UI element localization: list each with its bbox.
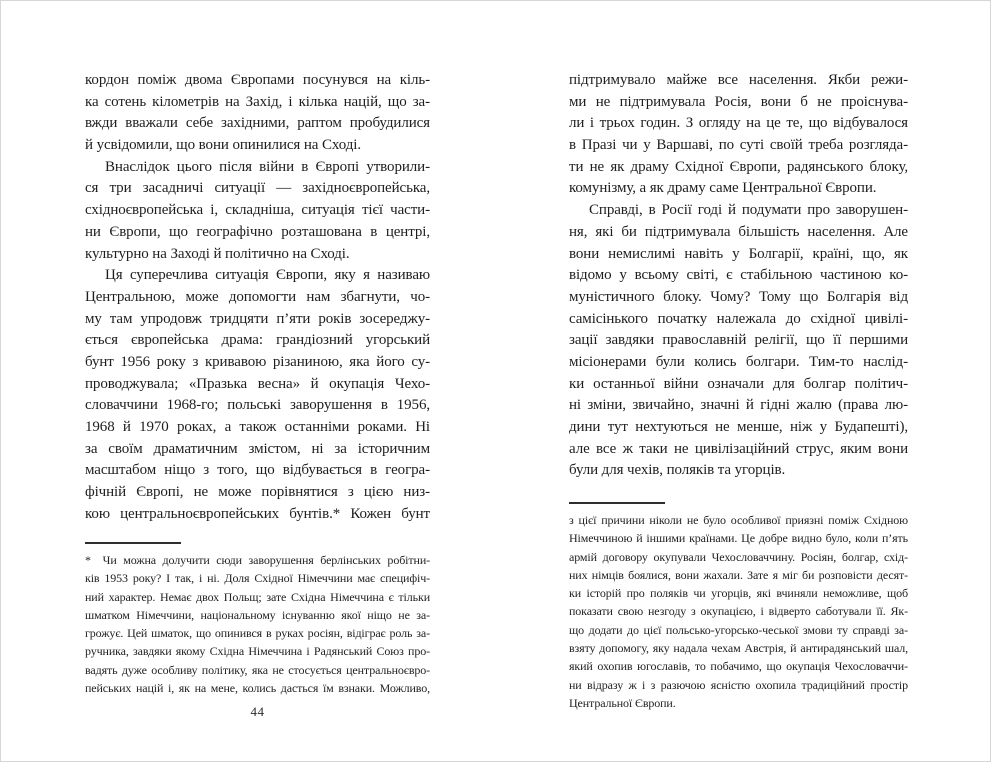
text-line: але все ж таки не цивілізаційний струс, яким вони	[569, 440, 908, 457]
text-line: муністичного блоку. Чому? Тому що Болгарія від	[569, 288, 908, 305]
paragraph	[85, 157, 430, 265]
text-line: проводжувала; «Празька весна» й окупація Чехо-	[85, 375, 430, 392]
paragraph	[569, 200, 908, 482]
paragraph	[85, 265, 430, 525]
text-line: кою центральноєвропейських бунтів.* Кожен бунт	[85, 505, 430, 522]
text-line: ні зміни, звичайно, значні й гідні жалю (права лю-	[569, 397, 908, 414]
text-line: кордон поміж двома Європами посунувся на кіль-	[85, 72, 430, 88]
text-line: ється європейська драма: грандіозний угорський	[85, 332, 430, 349]
text-line: що додати до цієї польсько-угорсько-чеської змови ту справді за-	[569, 622, 908, 637]
text-line: в Празі чи у Варшаві, по суті своїй треба розгляда-	[569, 137, 908, 154]
text-line: ти не як драму Східної Європи, радянського блоку,	[569, 158, 908, 175]
text-line: показати свою незгоду з окупацією, і відверто саботували її. Як-	[569, 604, 908, 619]
text-line: Німеччиною й іншими країнами. Це добре видно було, коли п’ять	[569, 531, 908, 546]
text-line: Внаслідок цього після війни в Європі утворили-	[105, 158, 430, 175]
text-line: підтримувало майже все населення. Якби режи-	[569, 72, 908, 88]
text-line: 1968 й 1970 роках, а також останніми роками. Ні	[85, 419, 430, 435]
text-line: ка сотень кілометрів на Захід, і кілька націй, що за-	[85, 93, 430, 110]
text-line: Ця суперечлива ситуація Європи, яку я називаю	[105, 267, 430, 284]
footnote-text	[85, 551, 430, 697]
text-line: Центральної Європи.	[569, 695, 676, 710]
text-line: вжди вважали себе західними, раптом пробудилися	[85, 115, 430, 132]
text-line: ни відразу ж і з разючою ясністю охопила традиційний простір	[569, 677, 908, 692]
paragraph	[85, 70, 430, 157]
text-line: ни Європи, що географічно розташована в центрі,	[85, 223, 430, 240]
left-page-footnote	[85, 542, 430, 697]
text-line: ручника, завдяки якому Східна Німеччина і Радянський Союз про-	[85, 644, 430, 659]
right-page-text	[569, 70, 908, 482]
text-line: самісінького початку належала до східної цивілі-	[569, 310, 908, 327]
text-line: з цієї причини ніколи не було особливої приязні поміж Східною	[569, 513, 908, 527]
right-page-footnote	[569, 502, 908, 712]
footnote-divider	[569, 502, 665, 504]
text-line: вони немислимі навіть у Болгарії, країні, що, як	[569, 245, 908, 262]
left-page-text	[85, 70, 430, 525]
text-line: них німців боялися, вони жахали. Зате я міг би розповісти десят-	[569, 567, 908, 582]
text-line: були для чехів, поляків та угорців.	[569, 462, 786, 479]
text-line: пейських націй і, як на мене, колись дасться їм взнаки. Можливо,	[85, 681, 430, 696]
text-line: ли і трьох годин. З огляду на це те, що відбувалося	[569, 115, 908, 132]
text-line: Справді, в Росії годі й подумати про заворушен-	[589, 202, 908, 219]
text-line: грожує. Цей шматок, що опинився в руках росіян, відіграє роль за-	[85, 626, 430, 641]
text-line: відомо у всьому світі, є стабільною частиною ко-	[569, 267, 908, 284]
text-line: словаччини 1968-го; польські заворушення в 1956,	[85, 397, 430, 414]
text-line: й усвідомили, що вони опинилися на Сході.	[85, 137, 361, 154]
text-line: фічній Європі, не може порівнятися з цією низ-	[85, 484, 430, 501]
text-line: ків 1953 року? І так, і ні. Доля Східної Німеччини має специфіч-	[85, 571, 430, 586]
text-line: * Чи можна долучити сюди заворушення берлінських робітни-	[85, 553, 430, 567]
footnote-text	[569, 511, 908, 712]
text-line: Центральною, може допомогти нам збагнути, чо-	[85, 288, 430, 305]
text-line: ки останньої війни означали для болгар політич-	[569, 375, 908, 392]
text-line: вадять дуже особливу політику, яка не стосується центральноєвро-	[85, 662, 430, 677]
text-line: ня, які би підтримувала більшість населення. Але	[569, 223, 908, 240]
text-line: культурно на Заході й політично на Сході.	[85, 245, 350, 262]
text-line: бунт 1956 року з кривавою різаниною, яка його су-	[85, 353, 430, 370]
text-line: ки історій про поляків чи угорців, які вчиняли неможливе, щоб	[569, 586, 908, 601]
text-line: який охопив югославів, то побачимо, що окупація Чехословаччи-	[569, 659, 908, 674]
footnote-divider	[85, 542, 181, 544]
text-line: східноєвропейська і, складніша, ситуація тієї части-	[85, 202, 430, 219]
text-line: шматком Німеччини, національному існуванню якої ніщо не за-	[85, 607, 430, 622]
text-line: ний характер. Немає двох Польщ; зате Східна Німеччина є тільки	[85, 589, 430, 604]
text-line: му там упродовж тридцяти п’яти років зосереджу-	[85, 310, 430, 327]
text-line: місіонерами були колись болгари. Тим-то наслід-	[569, 353, 908, 370]
text-line: комунізму, а як драму саме Центральної Європи.	[569, 180, 877, 197]
page-number: 44	[250, 704, 265, 719]
text-line: ся три засадничі ситуації — західноєвропейська,	[85, 180, 430, 197]
text-line: дини тут нехтуються не менше, ніж у Будапешті),	[569, 419, 908, 435]
text-line: взяту допомогу, яку надала чехам Австрія, й антирадянський шал,	[569, 641, 908, 656]
text-line: масштабом ніщо з того, що відбувається в геогра-	[85, 462, 430, 479]
paragraph	[569, 70, 908, 200]
text-line: зації завдяки православній релігії, що її першими	[569, 332, 908, 349]
text-line: армій договору окупували Чехословаччину. Росіян, болгар, схід-	[569, 549, 908, 564]
text-line: ми не підтримувала Росія, вони б не проіснува-	[569, 93, 908, 110]
text-line: за своїм драматичним змістом, ні за історичним	[85, 440, 430, 457]
